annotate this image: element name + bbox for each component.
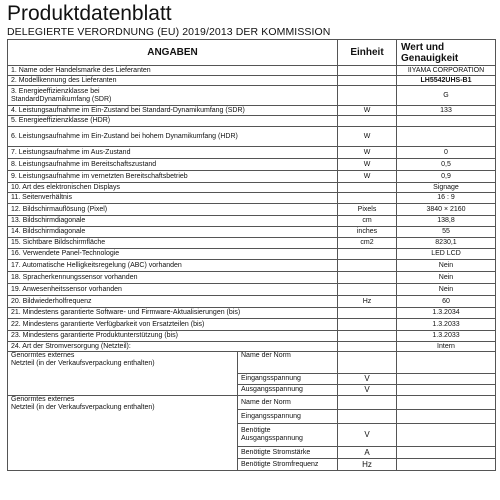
row-label: 12. Bildschirmauflösung (Pixel): [8, 204, 338, 216]
header-einheit: Einheit: [338, 40, 397, 66]
header-wert-line1: Wert und: [401, 41, 445, 53]
row-label: 18. Spracherkennungssensor vorhanden: [8, 272, 338, 284]
table-row: [8, 319, 496, 331]
row-label: [8, 86, 338, 106]
row-value: 1.3.2034: [397, 308, 496, 319]
row-unit: cm: [338, 216, 397, 227]
psu-sub-label: [238, 424, 338, 447]
table-row: [8, 66, 496, 76]
row-value: 8230,1: [397, 238, 496, 249]
row-value: 16 : 9: [397, 193, 496, 204]
row-unit: [338, 331, 397, 342]
table-row: [8, 308, 496, 319]
psu-sub-unit: [338, 396, 397, 410]
row-label: 13. Bildschirmdiagonale: [8, 216, 338, 227]
row-value: 0,5: [397, 159, 496, 171]
psu-sub-label-line2: Ausgangsspannung: [241, 435, 303, 442]
row-value: 133: [397, 106, 496, 116]
row-unit: [338, 249, 397, 260]
row-unit: inches: [338, 227, 397, 238]
row-unit: Pixels: [338, 204, 397, 216]
row-unit: W: [338, 159, 397, 171]
row-unit: [338, 116, 397, 127]
row-unit: [338, 66, 397, 76]
row-label: 9. Leistungsaufnahme im vernetzten Bereitschaftsbetrieb: [8, 171, 338, 183]
header-angaben: ANGABEN: [8, 40, 338, 66]
row-value: 1.3.2033: [397, 331, 496, 342]
row-unit: W: [338, 127, 397, 147]
table-row: [8, 106, 496, 116]
row-unit: [338, 308, 397, 319]
table-row: [8, 331, 496, 342]
table-row: [8, 272, 496, 284]
table-row: [8, 171, 496, 183]
row-value: 1.3.2033: [397, 319, 496, 331]
psu-sub-label: Eingangsspannung: [238, 410, 338, 424]
table-row: [8, 86, 496, 106]
psu-sub-value: [397, 459, 496, 471]
psu-sub-unit: [338, 352, 397, 374]
row-label: 20. Bildwiederholfrequenz: [8, 296, 338, 308]
table-row: [8, 204, 496, 216]
row-unit: [338, 342, 397, 352]
table-row: [8, 216, 496, 227]
psu-external-label: [8, 396, 238, 471]
row-value: 138,8: [397, 216, 496, 227]
row-label: 15. Sichtbare Bildschirmfläche: [8, 238, 338, 249]
psu-internal-label: [8, 352, 238, 396]
row-label: 11. Seitenverhältnis: [8, 193, 338, 204]
table-row: [8, 238, 496, 249]
header-wert: [397, 40, 496, 66]
psu-external-label-line2: Netzteil (in der Verkaufsverpackung enthalten): [11, 404, 155, 411]
row-label: 10. Art des elektronischen Displays: [8, 183, 338, 193]
row-label: 19. Anwesenheitssensor vorhanden: [8, 284, 338, 296]
table-row: [8, 127, 496, 147]
psu-sub-value: [397, 424, 496, 447]
psu-external-row: [8, 396, 496, 410]
row-value: [397, 116, 496, 127]
row-label: 23. Mindestens garantierte Produktunterstützung (bis): [8, 331, 338, 342]
table-row: [8, 284, 496, 296]
table-row: [8, 183, 496, 193]
psu-sub-value: [397, 352, 496, 374]
psu-sub-value: [397, 410, 496, 424]
row-unit: [338, 260, 397, 272]
psu-internal-row: [8, 352, 496, 374]
psu-sub-unit: [338, 410, 397, 424]
row-unit: W: [338, 106, 397, 116]
row-label-line1: 3. Energieeffizienzklasse bei: [11, 87, 100, 95]
row-label: 1. Name oder Handelsmarke des Lieferanten: [8, 66, 338, 76]
table-row: [8, 227, 496, 238]
table-row: [8, 147, 496, 159]
row-value: Intern: [397, 342, 496, 352]
row-value: Nein: [397, 260, 496, 272]
row-unit: [338, 284, 397, 296]
row-unit: [338, 76, 397, 86]
row-label: 16. Verwendete Panel-Technologie: [8, 249, 338, 260]
row-label: 21. Mindestens garantierte Software- und Firmware-Aktualisierungen (bis): [8, 308, 338, 319]
row-label: 22. Mindestens garantierte Verfügbarkeit von Ersatzteilen (bis): [8, 319, 338, 331]
psu-sub-unit: Hz: [338, 459, 397, 471]
psu-sub-unit: V: [338, 385, 397, 396]
row-label: 7. Leistungsaufnahme im Aus-Zustand: [8, 147, 338, 159]
psu-sub-value: [397, 447, 496, 459]
psu-sub-unit: A: [338, 447, 397, 459]
row-label: 8. Leistungsaufnahme im Bereitschaftszustand: [8, 159, 338, 171]
row-value: 60: [397, 296, 496, 308]
row-label: 4. Leistungsaufnahme im Ein-Zustand bei Standard-Dynamikumfang (SDR): [8, 106, 338, 116]
psu-internal-label-line1: Genormtes externes: [11, 352, 75, 359]
row-label: 24. Art der Stromversorgung (Netzteil):: [8, 342, 338, 352]
psu-sub-unit: V: [338, 424, 397, 447]
regulation-subtitle: DELEGIERTE VERORDNUNG (EU) 2019/2013 DER KOMMISSION: [7, 26, 331, 38]
psu-sub-value: [397, 396, 496, 410]
page-title: Produktdatenblatt: [7, 2, 172, 25]
table-row: [8, 116, 496, 127]
row-value: [397, 127, 496, 147]
psu-sub-label: Benötigte Stromfrequenz: [238, 459, 338, 471]
table-row: [8, 342, 496, 352]
row-unit: W: [338, 147, 397, 159]
psu-sub-label: Eingangsspannung: [238, 374, 338, 385]
row-value: Nein: [397, 284, 496, 296]
row-unit: cm2: [338, 238, 397, 249]
row-value: 0,9: [397, 171, 496, 183]
row-label: 17. Automatische Helligkeitsregelung (ABC) vorhanden: [8, 260, 338, 272]
table-row: [8, 193, 496, 204]
psu-sub-unit: V: [338, 374, 397, 385]
product-data-table: [7, 39, 496, 471]
row-value: 55: [397, 227, 496, 238]
psu-sub-value: [397, 374, 496, 385]
psu-sub-label: Benötigte Stromstärke: [238, 447, 338, 459]
psu-sub-value: [397, 385, 496, 396]
row-unit: Hz: [338, 296, 397, 308]
table-row: [8, 249, 496, 260]
psu-sub-label: Name der Norm: [238, 352, 338, 374]
row-unit: [338, 319, 397, 331]
row-value: G: [397, 86, 496, 106]
row-unit: [338, 86, 397, 106]
header-wert-line2: Genauigkeit: [401, 52, 459, 64]
row-label: 5. Energieeffizienzklasse (HDR): [8, 116, 338, 127]
row-value: Nein: [397, 272, 496, 284]
row-unit: [338, 193, 397, 204]
row-value: IIYAMA CORPORATION: [397, 66, 496, 76]
row-unit: [338, 183, 397, 193]
row-label: 2. Modellkennung des Lieferanten: [8, 76, 338, 86]
psu-sub-label: Name der Norm: [238, 396, 338, 410]
table-row: [8, 260, 496, 272]
row-unit: [338, 272, 397, 284]
psu-external-label-line1: Genormtes externes: [11, 396, 75, 403]
row-label-line2: StandardDynamikumfang (SDR): [11, 95, 112, 103]
row-label: 14. Bildschirmdiagonale: [8, 227, 338, 238]
row-value: LH5542UHS-B1: [397, 76, 496, 86]
psu-sub-label: Ausgangsspannung: [238, 385, 338, 396]
table-row: [8, 76, 496, 86]
table-row: [8, 159, 496, 171]
row-value: 0: [397, 147, 496, 159]
psu-sub-label-line1: Benötigte: [241, 427, 271, 434]
row-value: LED LCD: [397, 249, 496, 260]
row-label: 6. Leistungsaufnahme im Ein-Zustand bei hohem Dynamikumfang (HDR): [8, 127, 338, 147]
psu-internal-label-line2: Netzteil (in der Verkaufsverpackung enthalten): [11, 360, 155, 367]
row-value: Signage: [397, 183, 496, 193]
row-value: 3840 × 2160: [397, 204, 496, 216]
row-unit: W: [338, 171, 397, 183]
table-row: [8, 296, 496, 308]
